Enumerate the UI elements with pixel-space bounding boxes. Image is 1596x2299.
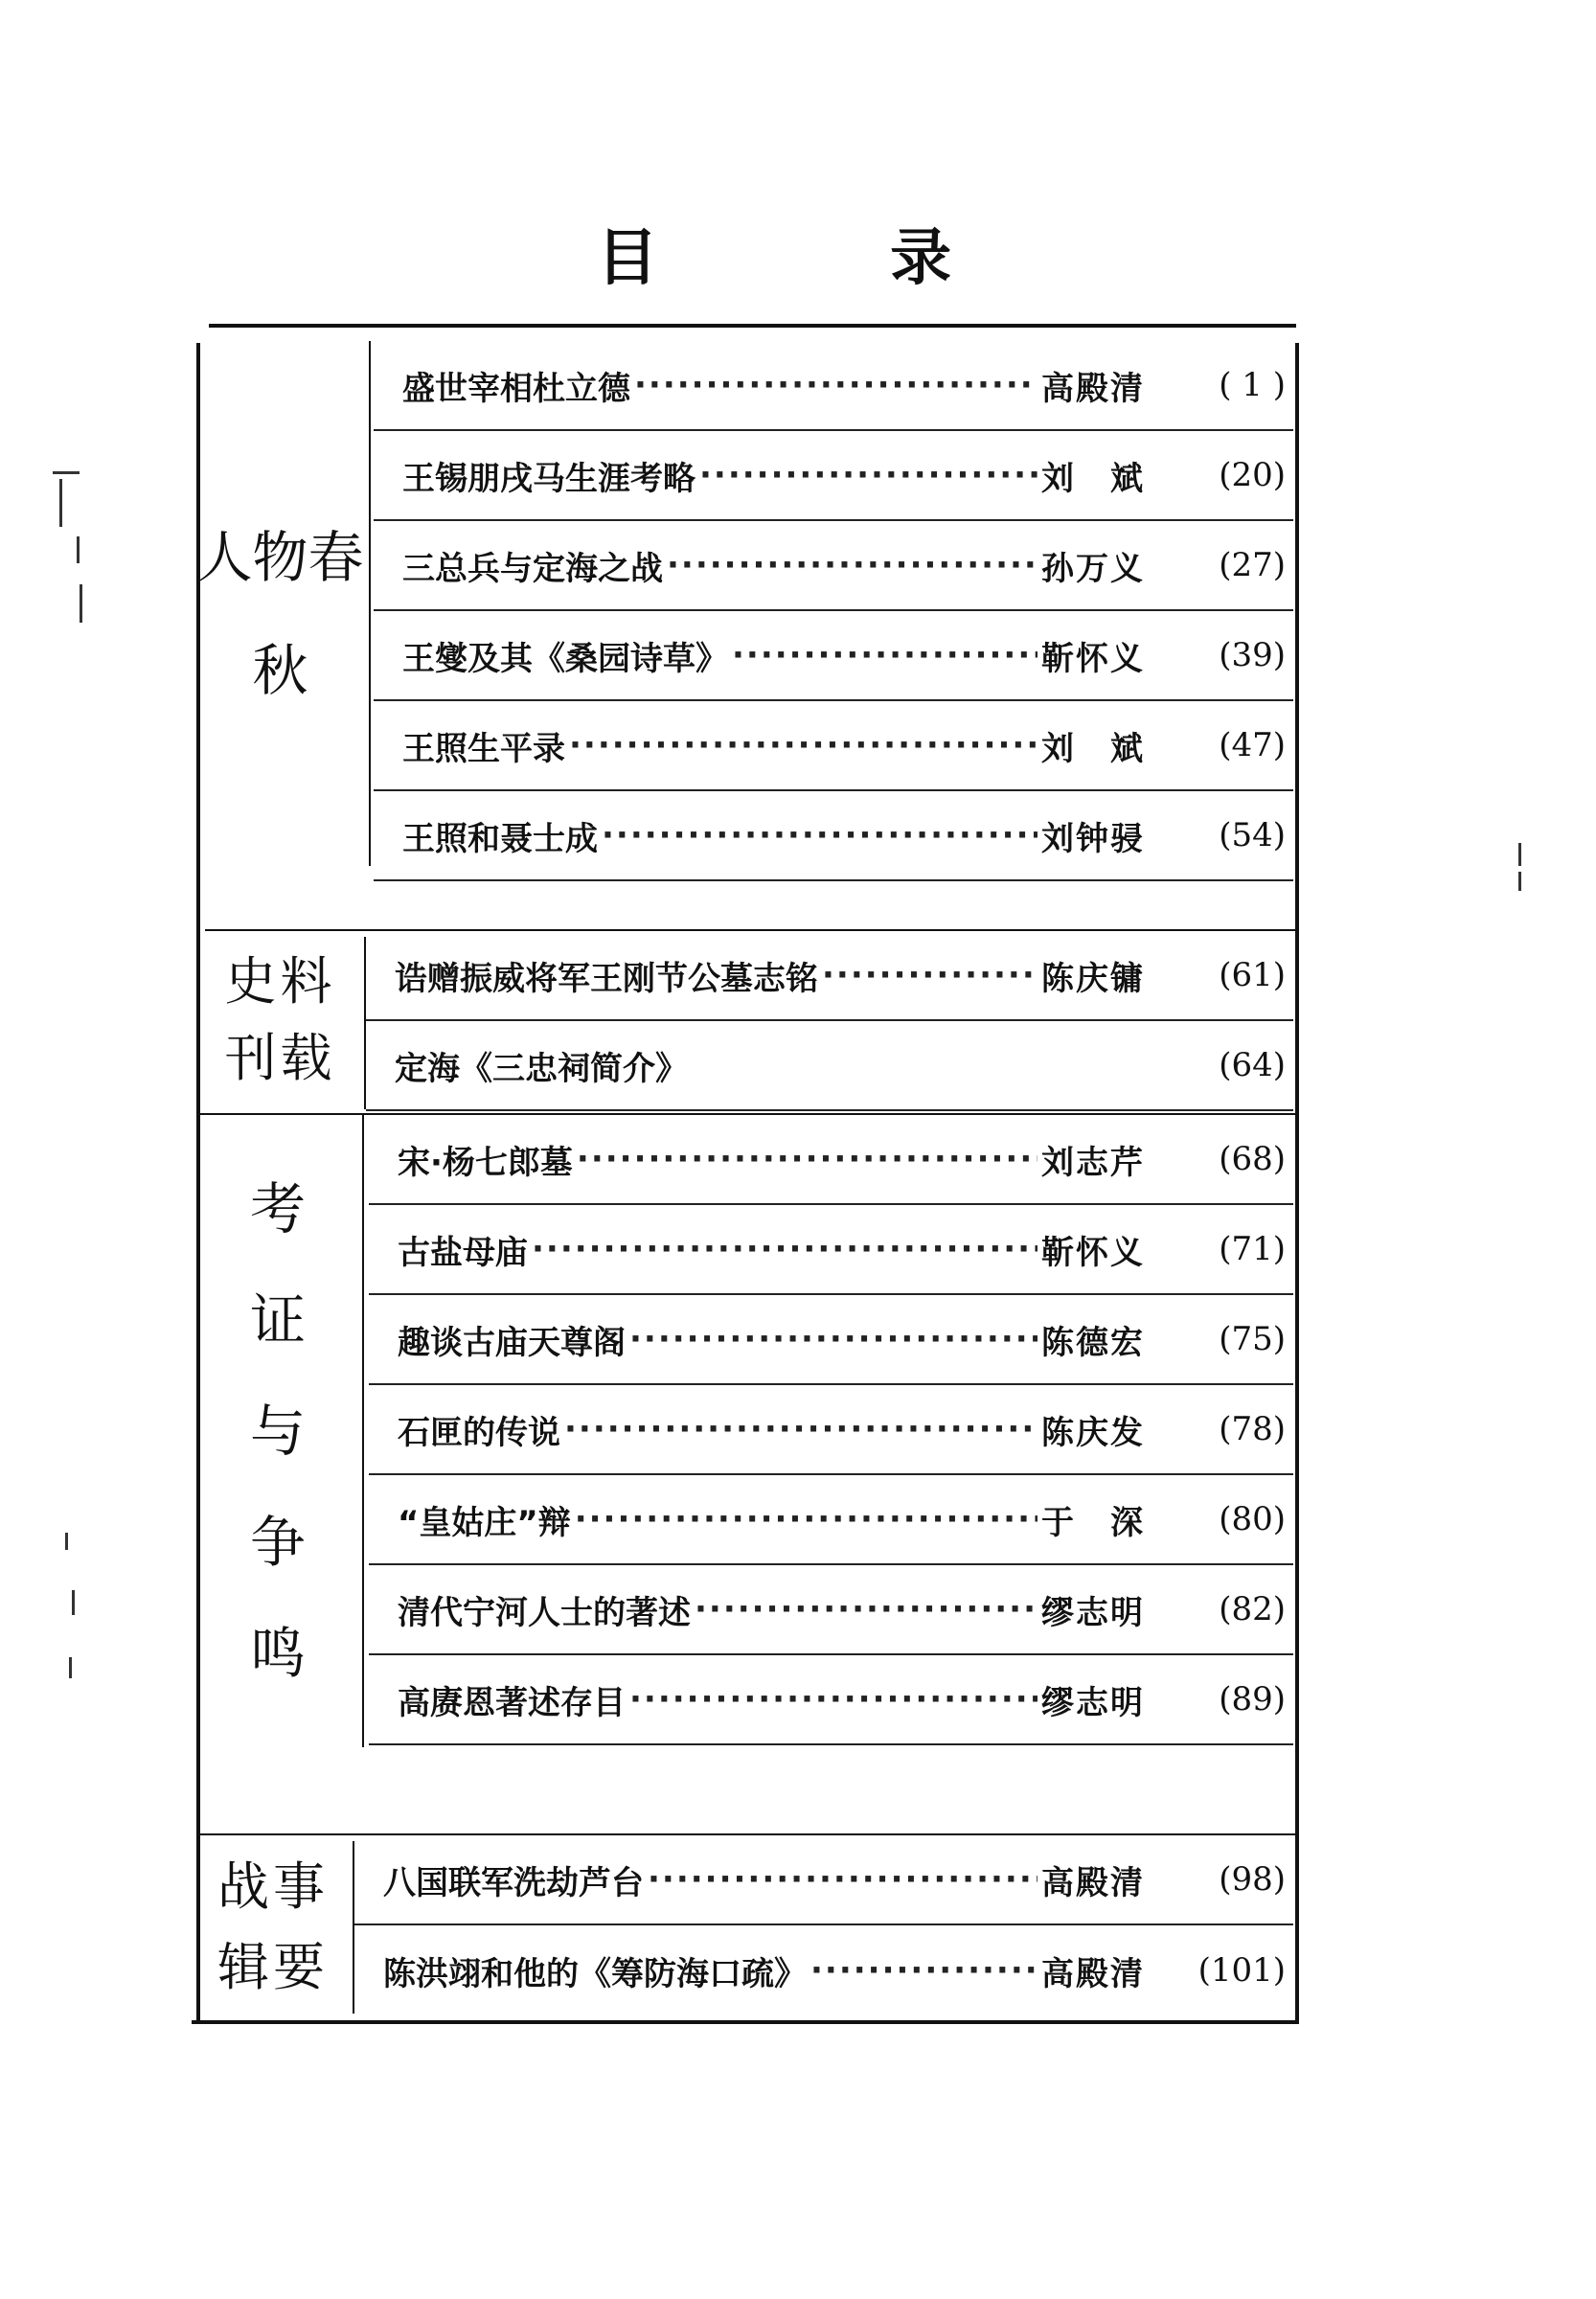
dot-leader bbox=[577, 1140, 1037, 1178]
scan-mark bbox=[1518, 843, 1521, 866]
toc-entry[interactable] bbox=[369, 1115, 1293, 1205]
entry-title: 定海《三忠祠简介》 bbox=[395, 1049, 688, 1088]
scan-mark bbox=[80, 584, 82, 623]
entry-title: 高赓恩著述存目 bbox=[398, 1683, 626, 1722]
entry-list bbox=[374, 341, 1293, 881]
entry-title: 王锡朋戌马生涯考略 bbox=[402, 459, 695, 498]
section-people bbox=[192, 341, 1303, 897]
scan-mark bbox=[1518, 872, 1521, 891]
toc-entry[interactable] bbox=[374, 431, 1293, 521]
toc-entry[interactable] bbox=[366, 1021, 1293, 1111]
entry-author: 刘 斌 bbox=[1041, 459, 1145, 498]
entry-title: 陈洪翊和他的《筹防海口疏》 bbox=[383, 1954, 807, 1993]
dot-leader bbox=[810, 1951, 1037, 1990]
entry-author: 缪志明 bbox=[1041, 1593, 1145, 1632]
entry-page: ( 1 ) bbox=[1219, 366, 1286, 404]
toc-entry[interactable] bbox=[354, 1925, 1293, 2015]
entry-title: “皇姑庄”辩 bbox=[398, 1503, 571, 1542]
section-label bbox=[192, 939, 369, 1102]
scan-mark bbox=[65, 1533, 68, 1550]
toc-entry[interactable] bbox=[374, 701, 1293, 791]
entry-author: 靳怀义 bbox=[1041, 639, 1145, 678]
entry-author: 高殿清 bbox=[1041, 1954, 1145, 1993]
entry-list bbox=[366, 931, 1293, 1111]
entry-page: (82) bbox=[1219, 1590, 1286, 1628]
top-rule bbox=[209, 324, 1296, 328]
scan-mark bbox=[59, 479, 62, 527]
entry-author: 高殿清 bbox=[1041, 369, 1145, 408]
dot-leader bbox=[695, 1590, 1037, 1628]
entry-title: 王照生平录 bbox=[402, 729, 565, 768]
scan-mark bbox=[69, 1657, 72, 1678]
scan-mark bbox=[72, 1590, 75, 1615]
entry-title: 趣谈古庙天尊阁 bbox=[398, 1323, 626, 1362]
entry-page: (54) bbox=[1219, 816, 1286, 854]
toc-entry[interactable] bbox=[369, 1565, 1293, 1655]
section-label-text: 考证与争鸣 bbox=[249, 1176, 306, 1686]
dot-leader bbox=[667, 546, 1037, 584]
section-military-events bbox=[192, 1835, 1303, 2017]
entry-page: (61) bbox=[1219, 956, 1286, 994]
section-label bbox=[192, 1841, 354, 2014]
entry-title: 清代宁河人士的著述 bbox=[398, 1593, 691, 1632]
entry-author: 高殿清 bbox=[1041, 1863, 1145, 1902]
section-divider bbox=[369, 341, 371, 866]
dot-leader bbox=[634, 366, 1037, 404]
entry-page: (68) bbox=[1219, 1140, 1286, 1178]
entry-list bbox=[354, 1835, 1293, 2015]
toc-entry[interactable] bbox=[354, 1835, 1293, 1925]
entry-page: (80) bbox=[1219, 1500, 1286, 1538]
section-label-text: 人物春秋 bbox=[196, 525, 364, 703]
toc-entry[interactable] bbox=[374, 611, 1293, 701]
section-label bbox=[192, 379, 369, 849]
dot-leader bbox=[569, 726, 1037, 764]
entry-page: (20) bbox=[1219, 456, 1286, 494]
entry-page: (75) bbox=[1219, 1320, 1286, 1358]
toc-entry[interactable] bbox=[374, 791, 1293, 881]
section-historical-materials bbox=[192, 931, 1303, 1113]
dot-leader bbox=[629, 1680, 1037, 1719]
entry-title: 王燮及其《桑园诗草》 bbox=[402, 639, 728, 678]
entry-page: (78) bbox=[1219, 1410, 1286, 1448]
entry-title: 石匣的传说 bbox=[398, 1413, 560, 1452]
entry-page: (64) bbox=[1219, 1046, 1286, 1084]
dot-leader bbox=[648, 1860, 1037, 1899]
dot-leader bbox=[699, 456, 1037, 494]
toc-entry[interactable] bbox=[369, 1385, 1293, 1475]
table-of-contents bbox=[192, 324, 1303, 2024]
entry-title: 盛世宰相杜立德 bbox=[402, 369, 630, 408]
entry-author: 于 深 bbox=[1041, 1503, 1145, 1542]
dot-leader bbox=[532, 1230, 1037, 1268]
entry-title: 八国联军洗劫芦台 bbox=[383, 1863, 644, 1902]
entry-author: 刘 斌 bbox=[1041, 729, 1145, 768]
dot-leader bbox=[629, 1320, 1037, 1358]
dot-leader bbox=[602, 816, 1037, 854]
dot-leader bbox=[732, 636, 1037, 674]
dot-leader bbox=[564, 1410, 1037, 1448]
entry-author: 孙万义 bbox=[1041, 549, 1145, 588]
entry-title: 诰赠振威将军王刚节公墓志铭 bbox=[395, 959, 818, 998]
entry-title: 三总兵与定海之战 bbox=[402, 549, 663, 588]
section-divider bbox=[362, 1115, 364, 1747]
dot-leader bbox=[822, 956, 1037, 994]
entry-author: 陈德宏 bbox=[1041, 1323, 1145, 1362]
entry-author: 陈庆镛 bbox=[1041, 959, 1145, 998]
bottom-rule bbox=[192, 2020, 1299, 2024]
entry-author: 陈庆发 bbox=[1041, 1413, 1145, 1452]
section-label bbox=[192, 1153, 364, 1709]
entry-title: 古盐母庙 bbox=[398, 1233, 528, 1272]
toc-entry[interactable] bbox=[366, 931, 1293, 1021]
entry-page: (101) bbox=[1197, 1951, 1286, 1990]
entry-title: 王照和聂士成 bbox=[402, 819, 598, 858]
entry-author: 缪志明 bbox=[1041, 1683, 1145, 1722]
section-research-debate bbox=[192, 1115, 1303, 1757]
entry-page: (47) bbox=[1219, 726, 1286, 764]
section-label-text: 战事辑要 bbox=[217, 1856, 329, 1997]
toc-entry[interactable] bbox=[369, 1295, 1293, 1385]
toc-entry[interactable] bbox=[369, 1655, 1293, 1745]
section-label-text: 史料刊载 bbox=[224, 951, 336, 1088]
entry-author: 靳怀义 bbox=[1041, 1233, 1145, 1272]
toc-entry[interactable] bbox=[374, 521, 1293, 611]
entry-title: 宋·杨七郎墓 bbox=[398, 1143, 573, 1182]
entry-author: 刘钟骎 bbox=[1041, 819, 1145, 858]
toc-entry[interactable] bbox=[369, 1205, 1293, 1295]
page-title: 目 录 bbox=[596, 223, 1058, 294]
entry-page: (39) bbox=[1219, 636, 1286, 674]
scan-mark bbox=[77, 536, 80, 563]
entry-page: (27) bbox=[1219, 546, 1286, 584]
entry-author: 刘志芹 bbox=[1041, 1143, 1145, 1182]
dot-leader bbox=[575, 1500, 1037, 1538]
entry-page: (71) bbox=[1219, 1230, 1286, 1268]
toc-entry[interactable] bbox=[374, 341, 1293, 431]
scan-mark bbox=[53, 471, 80, 474]
entry-page: (89) bbox=[1219, 1680, 1286, 1719]
dot-leader bbox=[692, 1046, 1037, 1084]
entry-page: (98) bbox=[1219, 1860, 1286, 1899]
entry-list bbox=[369, 1115, 1293, 1745]
toc-entry[interactable] bbox=[369, 1475, 1293, 1565]
